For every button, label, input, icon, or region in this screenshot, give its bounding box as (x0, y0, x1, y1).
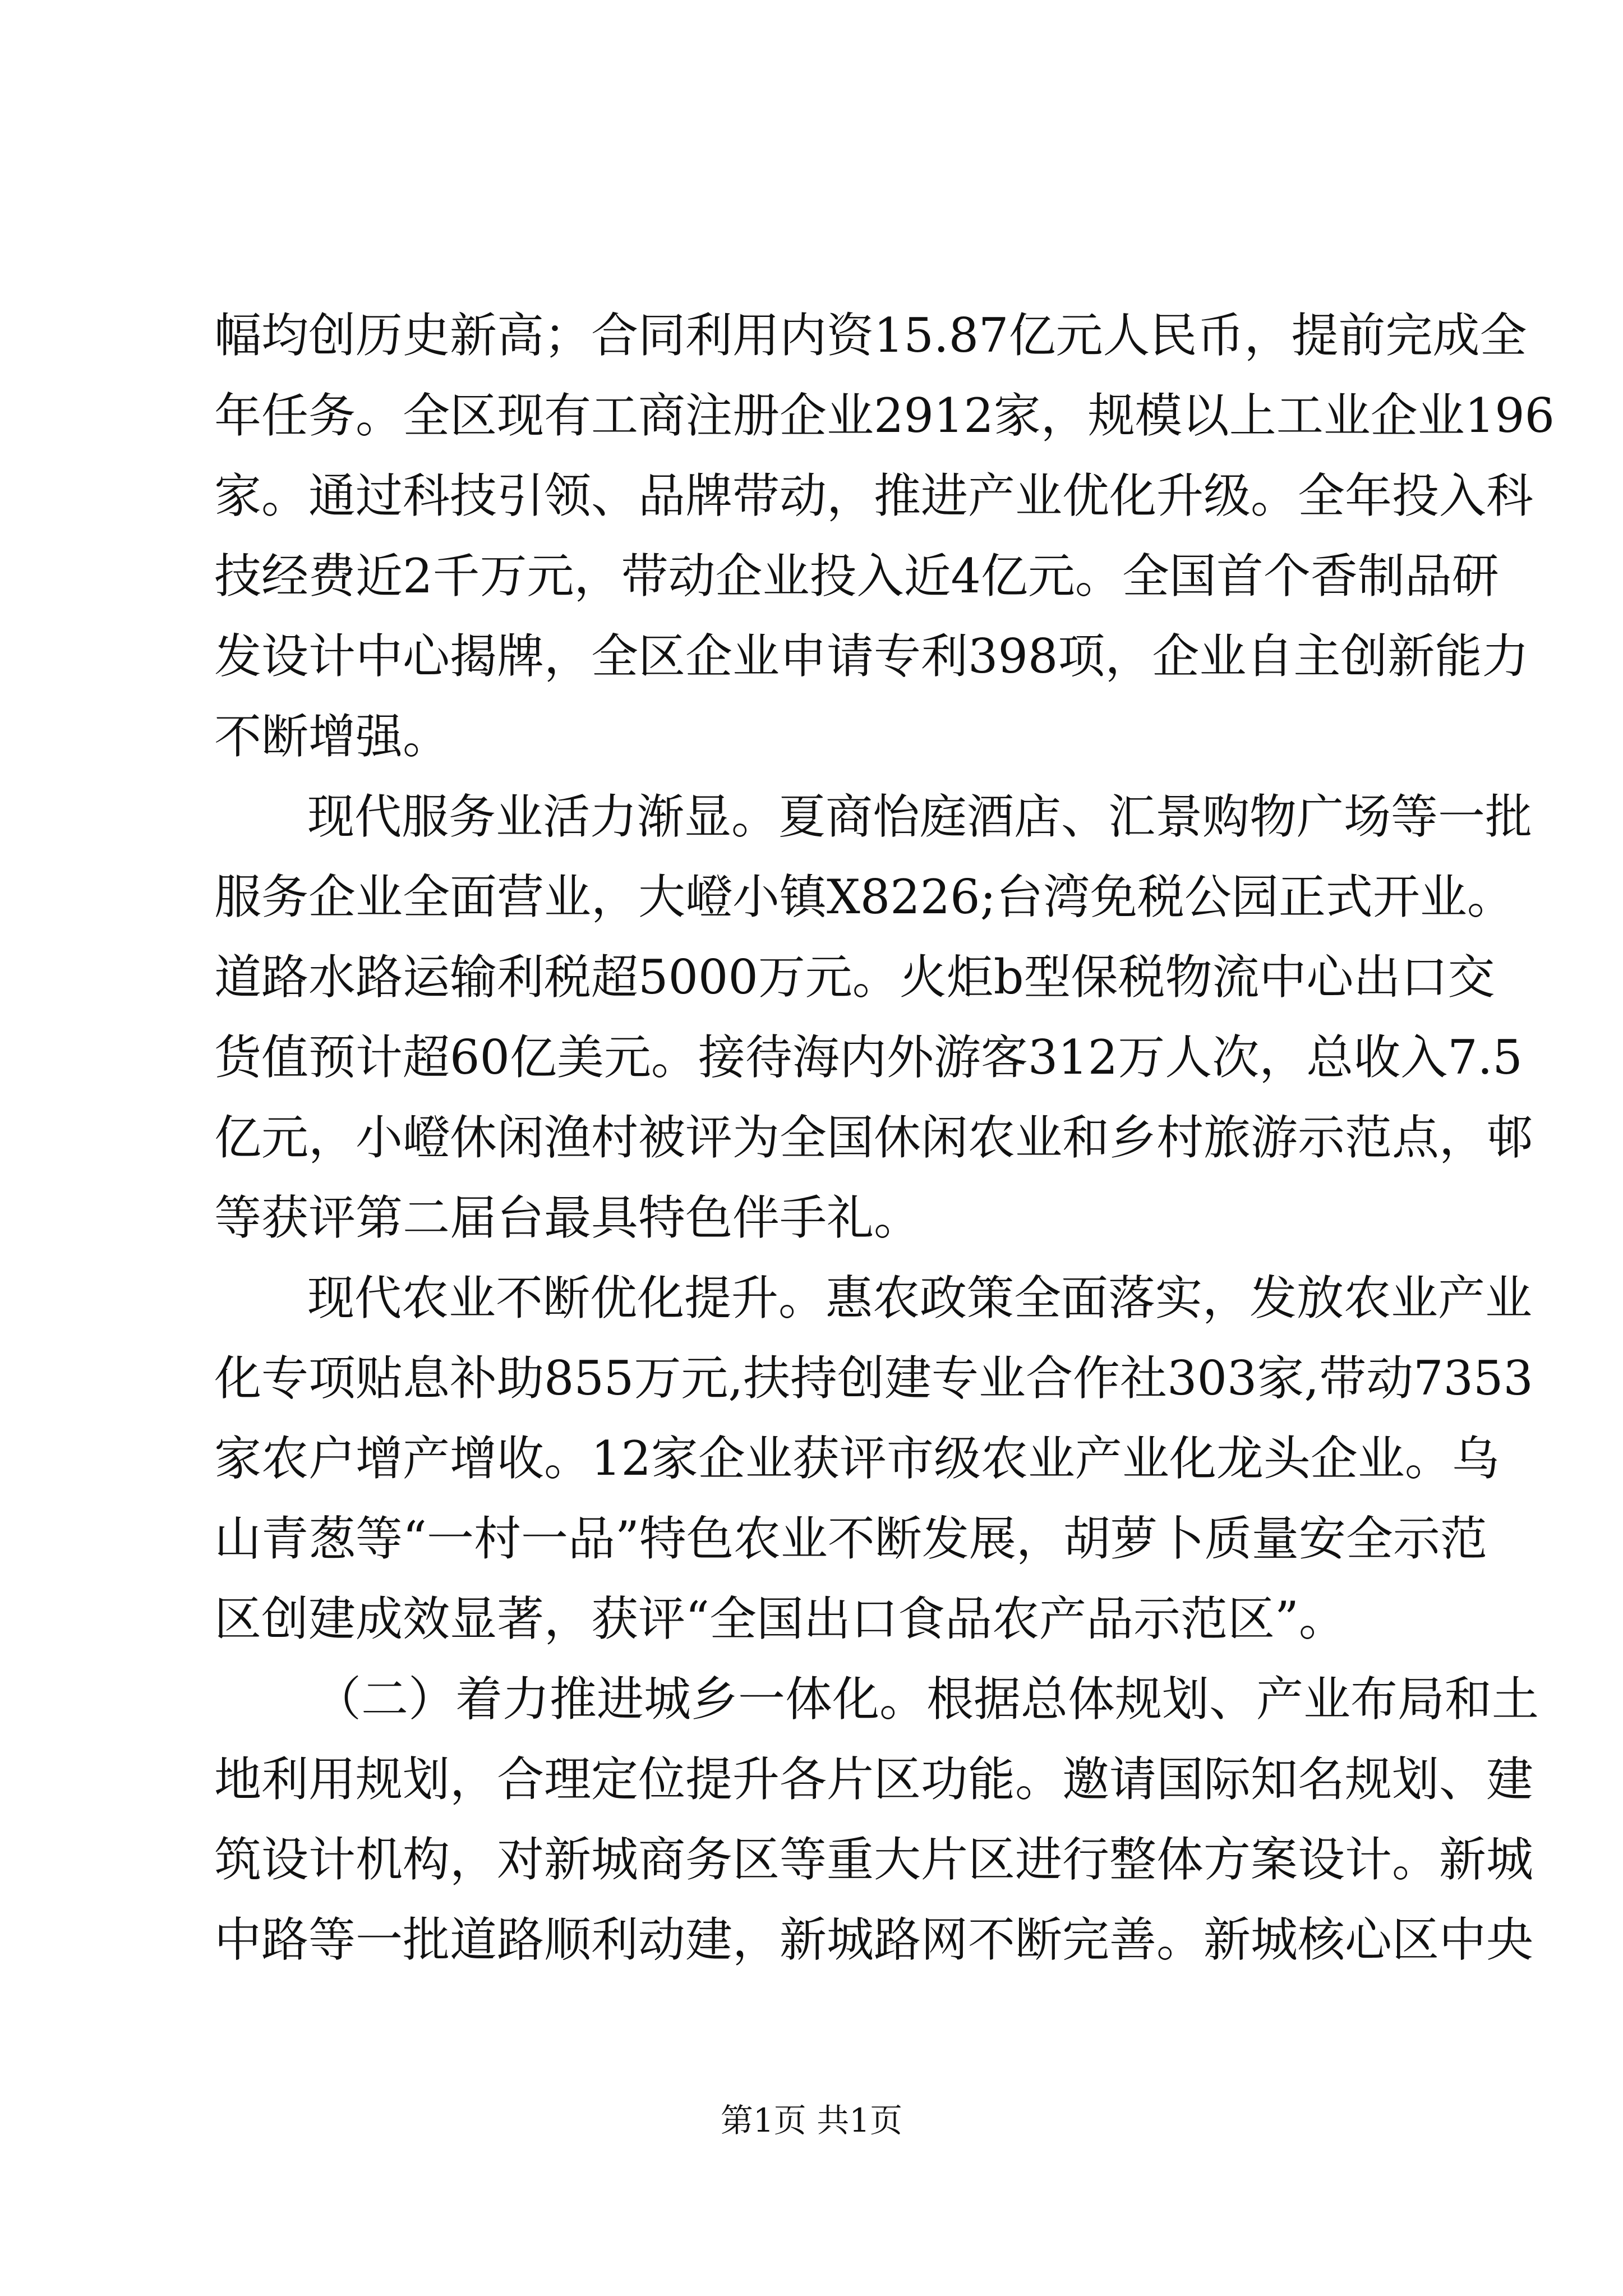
section-heading-line: （二）着力推进城乡一体化。根据总体规划、产业布局和土 (314, 1672, 1539, 1727)
paragraph-line: 家农户增产增收。12家企业获评市级农业产业化龙头企业。乌 (214, 1431, 1499, 1486)
paragraph-line: 幅均创历史新高；合同利用内资15.87亿元人民币，提前完成全 (214, 308, 1527, 363)
paragraph-line: 年任务。全区现有工商注册企业2912家，规模以上工业企业196 (214, 388, 1555, 443)
paragraph-line: 区创建成效显著，获评“全国出口食品农产品示范区”。 (214, 1591, 1346, 1646)
paragraph-line: 发设计中心揭牌，全区企业申请专利398项，企业自主创新能力 (214, 629, 1529, 684)
page-footer: 第1页 共1页 (720, 2101, 903, 2139)
paragraph-first-line: 现代服务业活力渐显。夏商怡庭酒店、汇景购物广场等一批 (307, 789, 1533, 844)
paragraph-line: 家。通过科技引领、品牌带动，推进产业优化升级。全年投入科 (214, 468, 1534, 523)
paragraph-line: 道路水路运输利税超5000万元。火炬b型保税物流中心出口交 (214, 950, 1495, 1005)
paragraph-line: 货值预计超60亿美元。接待海内外游客312万人次，总收入7.5 (214, 1030, 1523, 1085)
paragraph-line: 技经费近2千万元，带动企业投入近4亿元。全国首个香制品研 (214, 549, 1499, 604)
paragraph-line: 山青葱等“一村一品”特色农业不断发展，胡萝卜质量安全示范 (214, 1511, 1487, 1566)
paragraph-line: 服务企业全面营业，大嶝小镇X8226;台湾免税公园正式开业。 (214, 869, 1514, 924)
paragraph-line: 不断增强。 (214, 709, 450, 764)
paragraph-line: 等获评第二届台最具特色伴手礼。 (214, 1190, 921, 1245)
paragraph-line: 亿元，小嶝休闲渔村被评为全国休闲农业和乡村旅游示范点，邨 (214, 1110, 1534, 1165)
paragraph-line: 地利用规划，合理定位提升各片区功能。邀请国际知名规划、建 (214, 1752, 1534, 1807)
paragraph-line: 化专项贴息补助855万元,扶持创建专业合作社303家,带动7353 (214, 1351, 1533, 1406)
paragraph-line: 中路等一批道路顺利动建，新城路网不断完善。新城核心区中央 (214, 1912, 1534, 1967)
paragraph-first-line: 现代农业不断优化提升。惠农政策全面落实，发放农业产业 (307, 1271, 1533, 1326)
paragraph-line: 筑设计机构，对新城商务区等重大片区进行整体方案设计。新城 (214, 1832, 1534, 1887)
